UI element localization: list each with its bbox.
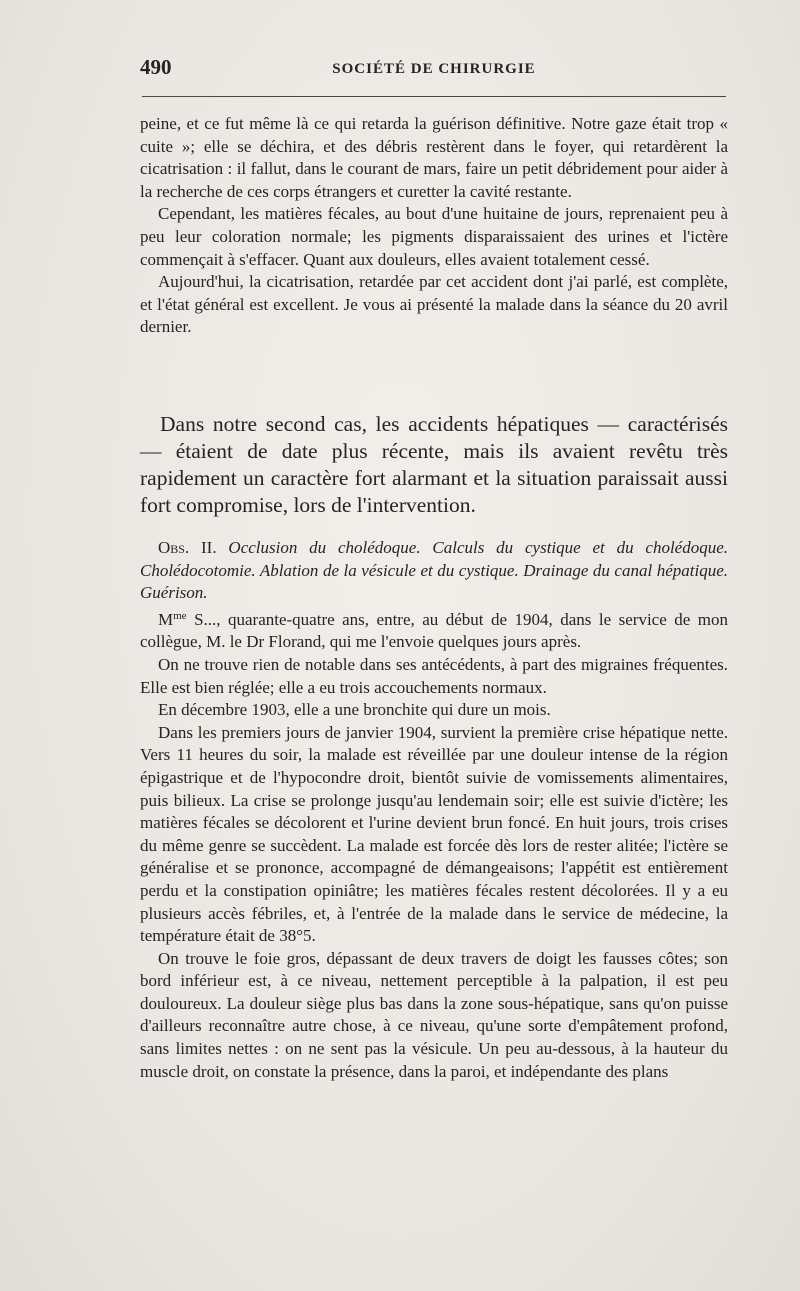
paragraph: En décembre 1903, elle a une bronchite qui dure un mois. xyxy=(158,700,551,720)
running-title: SOCIÉTÉ DE CHIRURGIE xyxy=(332,61,536,77)
paragraph: On trouve le foie gros, dépassant de deux travers de doigt les fausses côtes; son bord inférieur est, à ce niveau, nettement perceptible à la palpation, il est peu douloureux. La douleur siège plus bas dans la zone sous-hépatique, sans qu'on puisse d'ailleurs reconnaître autre chose, à ce niveau, qu'une sorte d'empâtement profond, sans limites nettes : on ne sent pas la vésicule. Un peu au-dessous, à la hauteur du muscle droit, on constate la présence, dans la paroi, et indépendante des plans xyxy=(140,948,728,1081)
mme-superscript: me xyxy=(173,609,187,622)
section-continuation xyxy=(140,113,728,339)
paragraph xyxy=(140,605,728,654)
mme-prefix: M xyxy=(158,609,174,629)
paragraph: Dans les premiers jours de janvier 1904, survient la première crise hépatique nette. Vers 11 heures du soir, la malade est réveillée par une douleur intense de la région épigastrique et de l'hypocondre droit, bientôt suivie de vomissements alimentaires, puis bilieux. La crise se prolonge jusqu'au lendemain soir; elle est suivie d'ictère; les matières fécales se décolorent et l'urine devient brun foncé. En huit jours, trois crises du même genre se succèdent. La malade est forcée dès lors de rester alitée; l'ictère se généralise et se prononce, accompagné de démangeaisons; l'appétit est entièrement perdu et la constipation opiniâtre; les matières fécales restent décolorées. Il y a eu plusieurs accès fébriles, et, à l'entrée de la malade dans le service de médecine, la température était de 38°5. xyxy=(140,722,728,946)
observation-title: Occlusion du cholédoque. Calculs du cystique et du cholédoque. Cholédocotomie. Ablation de la vésicule et du cystique. Drainage du canal hépatique. Guérison. xyxy=(140,538,729,603)
observation-label: Obs. II. xyxy=(158,538,217,557)
observation-first-paragraph: S..., quarante-quatre ans, entre, au début de 1904, dans le service de mon collègue, M. le Dr Florand, qui me l'envoie quelques jours après. xyxy=(140,609,728,652)
paragraph: Cependant, les matières fécales, au bout d'une huitaine de jours, reprenaient peu à peu leur coloration normale; les pigments disparaissaient des urines et l'ictère commençait à s'effacer. Quant aux douleurs, elles avaient totalement cessé. xyxy=(140,204,728,269)
large-paragraph: Dans notre second cas, les accidents hépatiques — caractérisés — étaient de date plus récente, mais ils avaient revêtu très rapidement un caractère fort alarmant et la situation paraissait aussi fort compromise, lors de l'intervention. xyxy=(140,412,728,517)
section-second-case xyxy=(140,411,728,519)
observation-block xyxy=(140,537,728,1083)
header-rule xyxy=(142,96,726,97)
observation-heading xyxy=(140,537,728,605)
paragraph: On ne trouve rien de notable dans ses antécédents, à part des migraines fréquentes. Elle est bien réglée; elle a eu trois accouchements normaux. xyxy=(140,654,728,697)
paragraph: peine, et ce fut même là ce qui retarda la guérison définitive. Notre gaze était trop « cuite »; elle se déchira, et des débris restèrent dans le foyer, qui retardèrent la cicatrisation : il fallut, dans le courant de mars, faire un petit débridement pour aider à la recherche de ces corps étrangers et curetter la cavité restante. xyxy=(140,114,728,201)
page-header xyxy=(140,55,728,85)
paragraph: Aujourd'hui, la cicatrisation, retardée par cet accident dont j'ai parlé, est complète, et l'état général est excellent. Je vous ai présenté la malade dans la séance du 20 avril dernier. xyxy=(140,272,728,337)
page-number: 490 xyxy=(140,55,172,79)
